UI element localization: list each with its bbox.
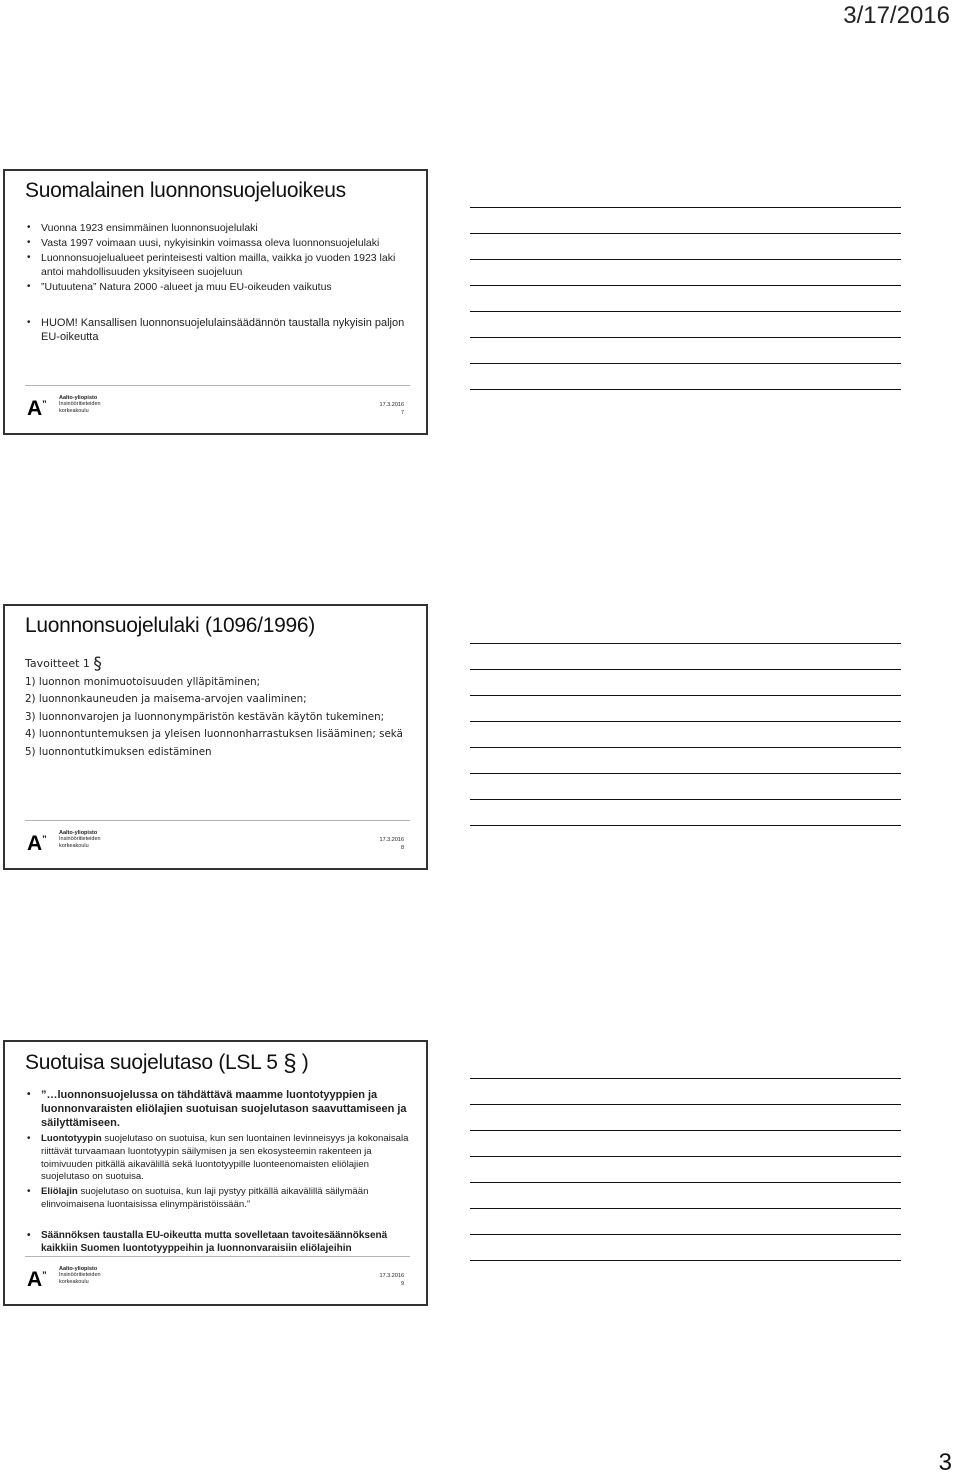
note-line	[470, 311, 901, 312]
bullet-item: • Vasta 1997 voimaan uusi, nykyisinkin voimassa oleva luonnonsuojelulaki	[25, 236, 412, 251]
page-date: 3/17/2016	[843, 2, 950, 29]
footer-date: 17.3.2016	[379, 837, 404, 843]
note-item: • HUOM! Kansallisen luonnonsuojelulainsäädännön taustalla nykyisin paljon EU-oikeutta	[25, 316, 412, 345]
note-line	[470, 669, 901, 670]
bullet-list	[25, 1088, 412, 1212]
aalto-logo-icon: A”	[27, 397, 47, 420]
bullet-item: • Vuonna 1923 ensimmäinen luonnonsuojelulaki	[25, 221, 412, 236]
slide-8	[3, 604, 428, 870]
section-sign: §	[283, 1050, 297, 1077]
note-line	[470, 259, 901, 260]
bullet-item: • Luontotyypin suojelutaso on suotuisa, kun sen luontainen levinneisyys ja kokonaisala riittävät turvaamaan luontotyypin säilymisen ja sen ekosysteemin rakenteen ja toimivuuden pitkällä aikavälillä sekä luontotyypille luonteenomaisten eliölajien suojelutaso on suotuisa.	[25, 1133, 412, 1184]
note-line	[470, 643, 901, 644]
note-line	[470, 233, 901, 234]
note-line	[470, 695, 901, 696]
bullet-item: • ”Uutuutena” Natura 2000 -alueet ja muu EU-oikeuden vaikutus	[25, 280, 412, 295]
note-line	[470, 207, 901, 208]
note-line	[470, 1078, 901, 1079]
slide-number: 7	[400, 410, 404, 416]
note-line	[470, 1182, 901, 1183]
footer-date: 17.3.2016	[379, 402, 404, 408]
slide-body	[25, 1088, 412, 1255]
page-number: 3	[938, 1449, 952, 1476]
note-list	[25, 316, 412, 345]
goal-item: 4) luonnontuntemuksen ja yleisen luonnonharrastuksen lisääminen; sekä	[25, 728, 403, 740]
slide-footer	[25, 820, 410, 858]
slide-body	[25, 221, 412, 345]
bullet-item: • Eliölajin suojelutaso on suotuisa, kun laji pystyy pitkällä aikavälillä säilymään elinvoimaisena luontaisissa elinympäristöissään.”	[25, 1186, 412, 1212]
slide-number: 8	[400, 845, 404, 851]
goal-item: 1) luonnon monimuotoisuuden ylläpitäminen;	[25, 675, 261, 688]
logo-text: Aalto-yliopisto Insinööritieteiden korkeakoulu	[59, 1266, 101, 1285]
note-line	[470, 337, 901, 338]
note-list	[25, 1229, 412, 1255]
note-line	[470, 1208, 901, 1209]
goals-heading: Tavoitteet 1 §	[25, 654, 102, 674]
note-line	[470, 1130, 901, 1131]
logo-text: Aalto-yliopisto Insinööritieteiden korkeakoulu	[59, 395, 101, 414]
note-item: • Säännöksen taustalla EU-oikeutta mutta sovelletaan tavoitesäännöksenä kaikkiin Suomen luontotyyppeihin ja luonnonvaraisiin eliölajeihin	[25, 1229, 412, 1255]
footer-divider	[25, 385, 410, 386]
footer-date: 17.3.2016	[379, 1273, 404, 1279]
aalto-logo-icon: A”	[27, 832, 47, 855]
note-line	[470, 773, 901, 774]
bullet-list	[25, 221, 412, 295]
goal-item: 5) luonnontutkimuksen edistäminen	[25, 745, 212, 758]
logo-text: Aalto-yliopisto Insinööritieteiden korkeakoulu	[59, 830, 101, 849]
slide-title: Luonnonsuojelulaki (1096/1996)	[25, 614, 315, 637]
slide-7	[3, 169, 428, 435]
footer-divider	[25, 820, 410, 821]
bullet-item: • Luonnonsuojelualueet perinteisesti valtion mailla, vaikka jo vuoden 1923 laki antoi mahdollisuuden yksityiseen suojeluun	[25, 251, 412, 281]
note-line	[470, 825, 901, 826]
section-sign: §	[93, 654, 102, 674]
quote-item: • ”…luonnonsuojelussa on tähdättävä maamme luontotyyppien ja luonnonvaraisten eliölajien suotuisan suojelutason saavuttamiseen ja säilyttämiseen.	[25, 1088, 412, 1130]
aalto-logo-icon: A”	[27, 1268, 47, 1291]
goal-item: 3) luonnonvarojen ja luonnonympäristön kestävän käytön tukeminen;	[25, 710, 385, 723]
note-line	[470, 285, 901, 286]
goal-item: 2) luonnonkauneuden ja maisema-arvojen vaaliminen;	[25, 693, 307, 705]
note-line	[470, 799, 901, 800]
note-line	[470, 1234, 901, 1235]
note-line	[470, 389, 901, 390]
note-line	[470, 1260, 901, 1261]
note-line	[470, 721, 901, 722]
note-line	[470, 1156, 901, 1157]
slide-footer	[25, 1256, 410, 1294]
note-line	[470, 363, 901, 364]
slide-number: 9	[400, 1281, 404, 1287]
slide-9	[3, 1040, 428, 1306]
slide-body	[25, 656, 412, 762]
note-line	[470, 1104, 901, 1105]
slide-title: Suomalainen luonnonsuojeluoikeus	[25, 179, 346, 202]
note-line	[470, 747, 901, 748]
slide-title: Suotuisa suojelutaso (LSL 5 § )	[25, 1050, 309, 1077]
slide-footer	[25, 385, 410, 423]
footer-divider	[25, 1256, 410, 1257]
